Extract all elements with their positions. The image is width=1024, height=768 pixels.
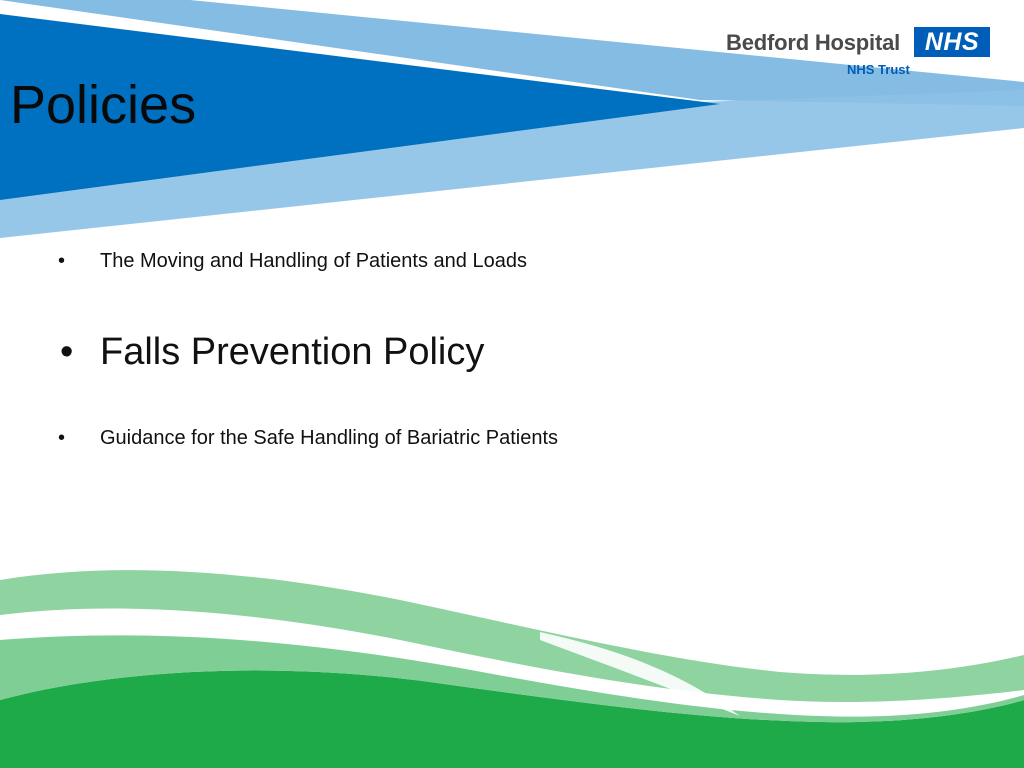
list-item-text: The Moving and Handling of Patients and Loads bbox=[100, 250, 527, 272]
slide-title: Policies bbox=[10, 75, 197, 135]
nhs-trust-logo bbox=[726, 26, 992, 78]
list-item-text: Falls Prevention Policy bbox=[100, 331, 485, 373]
bullet-marker: • bbox=[58, 250, 66, 272]
list-item-text: Guidance for the Safe Handling of Bariatric Patients bbox=[100, 427, 559, 449]
nhs-badge: NHS bbox=[914, 27, 990, 57]
logo-trust-subtitle: NHS Trust bbox=[847, 62, 910, 77]
bullet-marker: • bbox=[58, 427, 66, 449]
logo-hospital-name: Bedford Hospital bbox=[726, 30, 901, 55]
bullet-marker: • bbox=[60, 331, 74, 373]
